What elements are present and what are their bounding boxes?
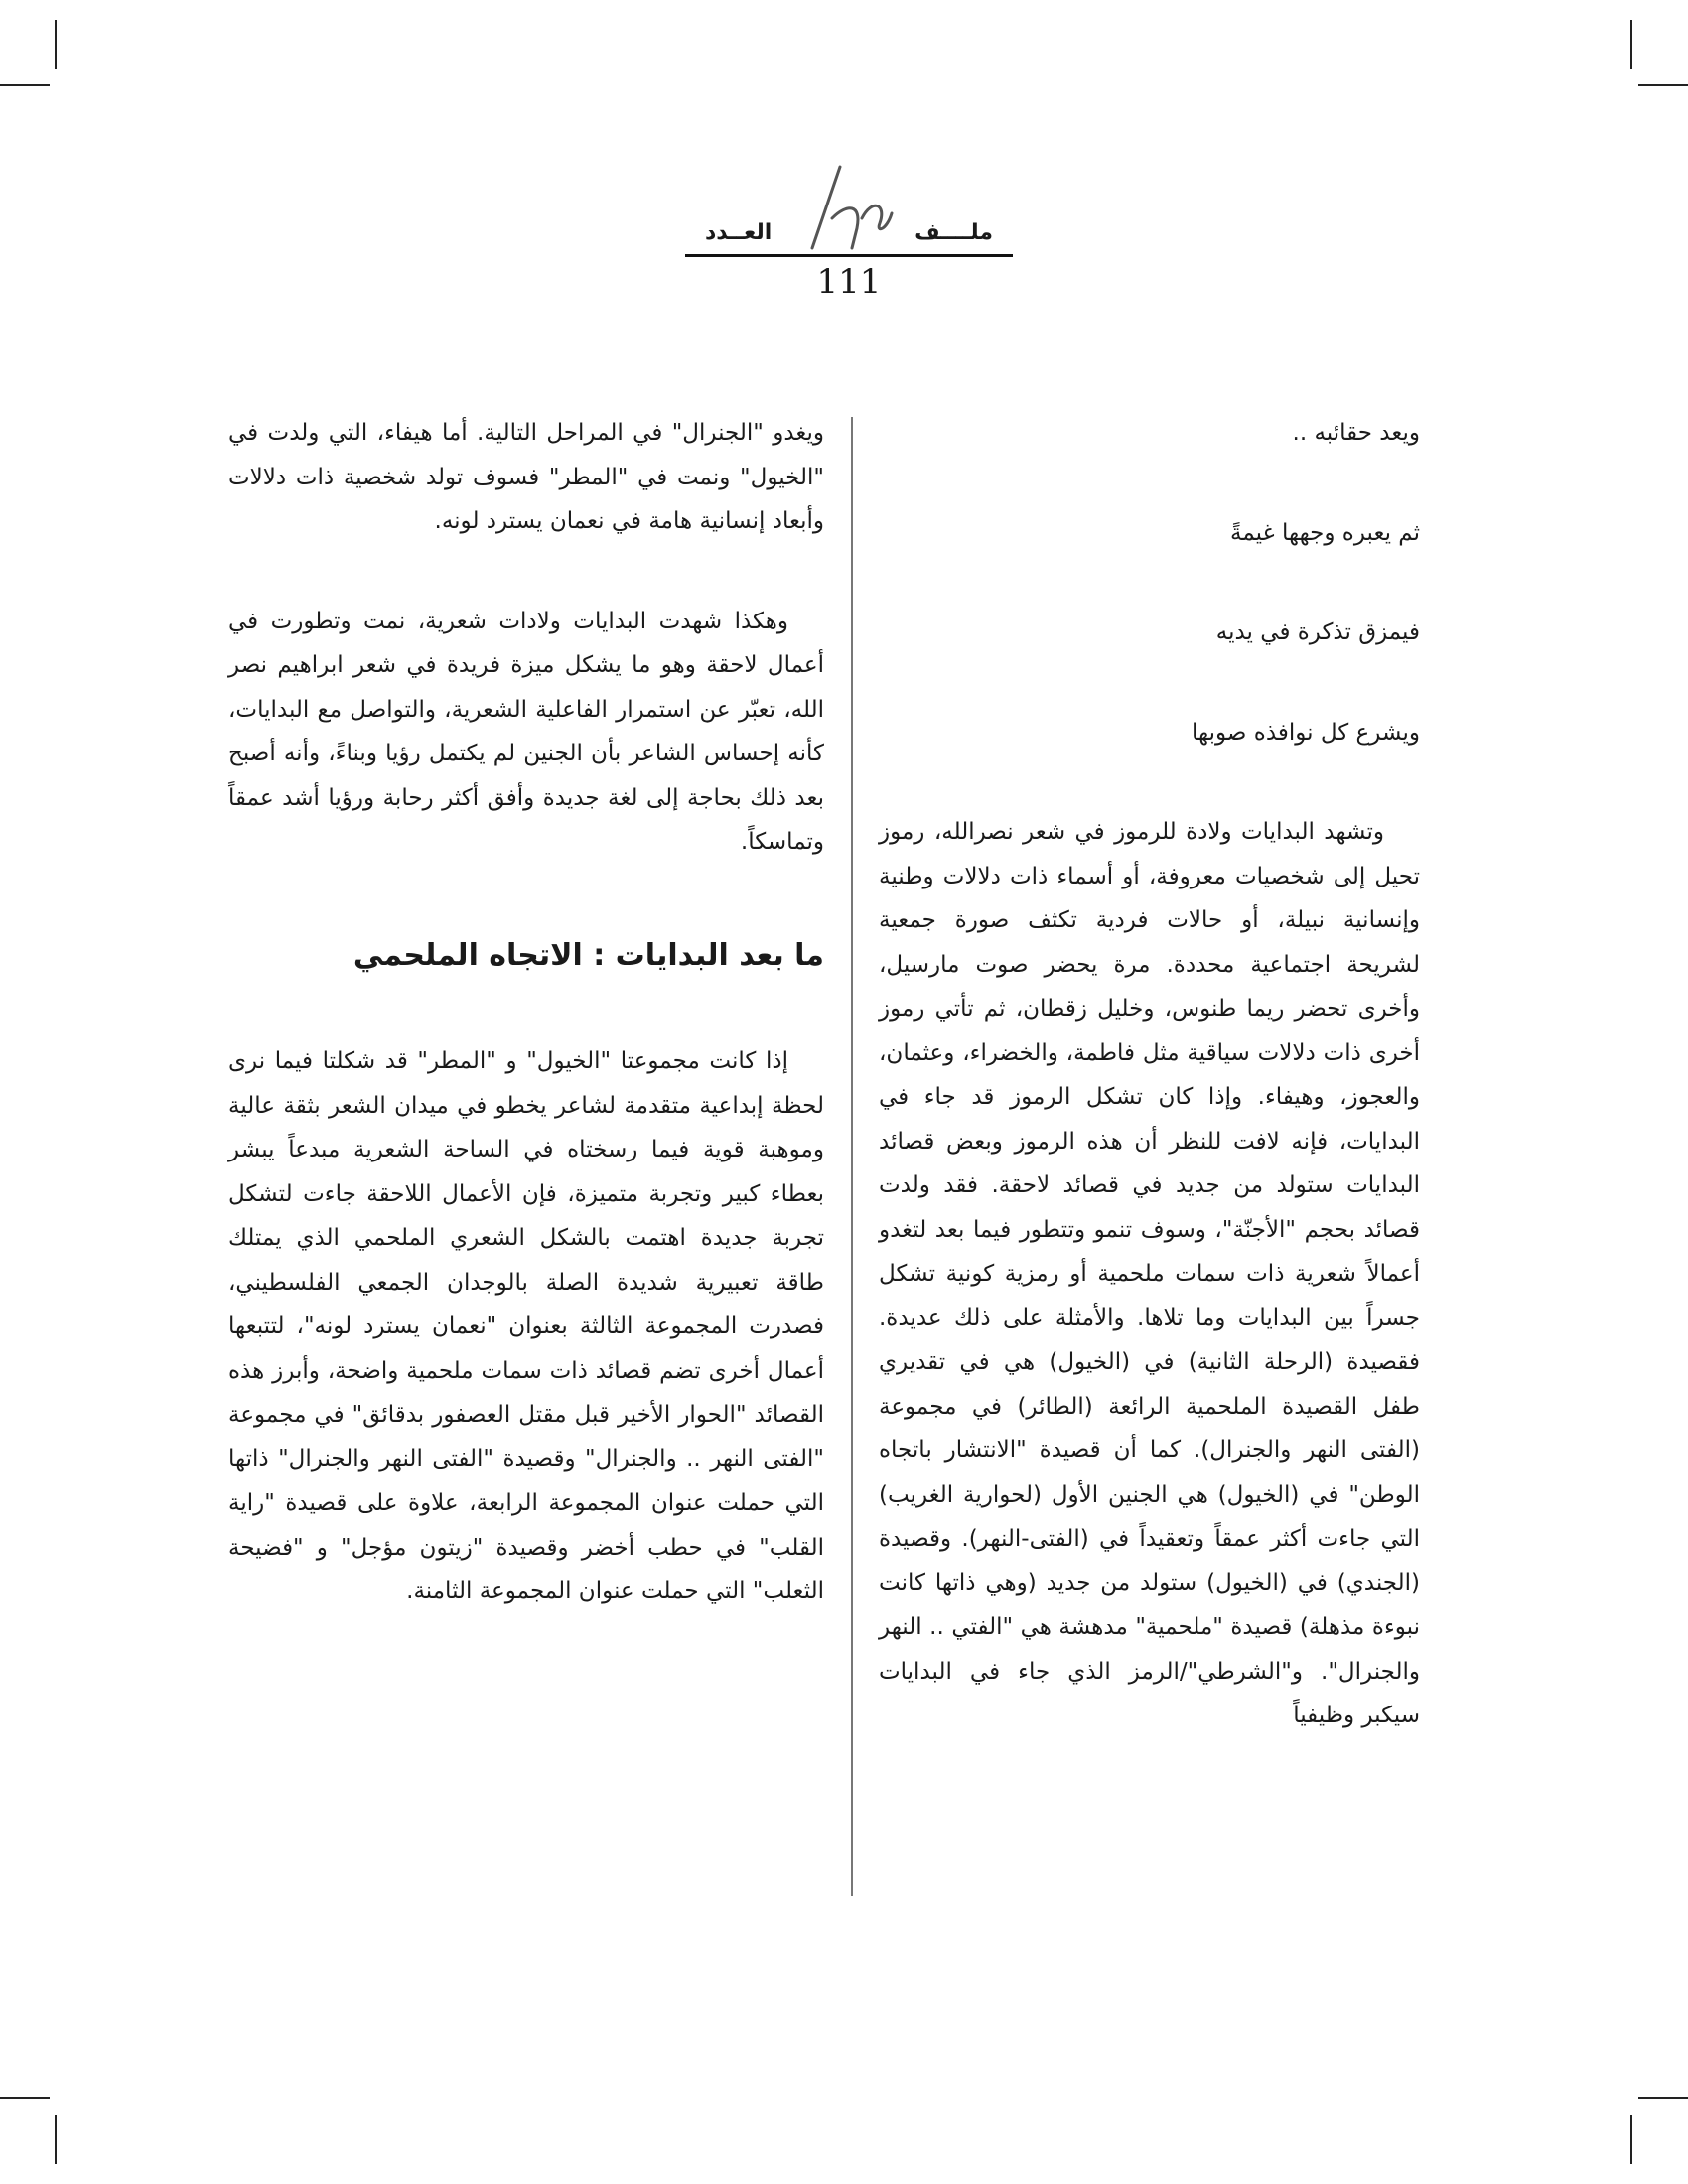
section-title: ما بعد البدايات : الاتجاه الملحمي: [352, 937, 824, 973]
crop-mark: [0, 84, 50, 86]
poem-verse: فيمزق تذكرة في يديه: [1215, 619, 1420, 645]
page-number: 111: [816, 262, 882, 302]
crop-mark: [1630, 20, 1632, 69]
header-issue-label: العــدد: [705, 220, 773, 245]
poem-verse: ويعد حقائبه ..: [1292, 420, 1420, 446]
left-column: [228, 411, 824, 1614]
crop-mark: [1630, 2115, 1632, 2164]
column-divider: [851, 417, 853, 1896]
poem-verse: ويشرع كل نوافذه صوبها: [1192, 719, 1420, 746]
body-paragraph: وتشهد البدايات ولادة للرموز في شعر نصرالله، رموز تحيل إلى شخصيات معروفة، أو أسماء ذات دلالات وطنية وإنسانية نبيلة، أو حالات فردية تكثف صورة جمعية لشريحة اجتماعية محددة. مرة يحضر صوت مارسيل، وأخرى تحضر ريما طنوس، وخليل زقطان، ثم تأتي رموز أخرى ذات دلالات سياقية مثل فاطمة، والخضراء، وعثمان، والعجوز، وهيفاء. وإذا كان تشكل الرموز قد جاء في البدايات، فإنه لافت للنظر أن هذه الرموز وبعض قصائد البدايات ستولد من جديد في قصائد لاحقة. فقد ولدت قصائد بحجم "الأجنّة"، وسوف تنمو وتتطور فيما بعد لتغدو أعمالاً شعرية ذات سمات ملحمية أو رمزية كونية تشكل جسراً بين البدايات وما تلاها. والأمثلة على ذلك عديدة. فقصيدة (الرحلة الثانية) في (الخيول) هي في تقديري طفل القصيدة الملحمية الرائعة (الطائر) في مجموعة (الفتى النهر والجنرال). كما أن قصيدة "الانتشار باتجاه الوطن" في (الخيول) هي الجنين الأول (لحوارية الغريب) التي جاءت أكثر عمقاً وتعقيداً في (الفتى-النهر). وقصيدة (الجندي) في (الخيول) ستولد من جديد (وهي ذاتها كانت نبوءة مذهلة) قصيدة "ملحمية" مدهشة هي "الفتي .. النهر والجنرال". و"الشرطي"/الرمز الذي جاء في البدايات سيكبر وظيفياً: [879, 819, 1420, 1728]
page-header: [685, 159, 1013, 308]
crop-mark: [55, 20, 57, 69]
body-paragraph: إذا كانت مجموعتا "الخيول" و "المطر" قد شكلتا فيما نرى لحظة إبداعية متقدمة لشاعر يخطو في ميدان الشعر بثقة عالية وموهبة قوية فيما رسختاه في الساحة الشعرية مبدعاً يبشر بعطاء كبير وتجربة متميزة، فإن الأعمال اللاحقة جاءت لتشكل تجربة جديدة اهتمت بالشكل الشعري الملحمي الذي يمتلك طاقة تعبيرية شديدة الصلة بالوجدان الجمعي الفلسطيني، فصدرت المجموعة الثالثة بعنوان "نعمان يسترد لونه"، لتتبعها أعمال أخرى تضم قصائد ذات سمات ملحمية واضحة، وأبرز هذه القصائد "الحوار الأخير قبل مقتل العصفور بدقائق" في مجموعة "الفتى النهر .. والجنرال" وقصيدة "الفتى النهر والجنرال" ذاتها التي حملت عنوان المجموعة الرابعة، علاوة على قصيدة "راية القلب" في حطب أخضر وقصيدة "زيتون مؤجل" و "فضيحة الثعلب" التي حملت عنوان المجموعة الثامنة.: [228, 1048, 824, 1604]
crop-mark: [1638, 84, 1688, 86]
header-file-label: ملــــف: [914, 220, 993, 245]
poem-verse: ثم يعبره وجهها غيمةً: [1230, 519, 1420, 546]
right-column: [879, 411, 1420, 1738]
crop-mark: [0, 2097, 50, 2099]
crop-mark: [55, 2115, 57, 2164]
body-paragraph: ويغدو "الجنرال" في المراحل التالية. أما هيفاء، التي ولدت في "الخيول" ونمت في "المطر" فسوف تولد شخصية ذات دلالات وأبعاد إنسانية هامة في نعمان يسترد لونه.: [228, 420, 824, 534]
crop-mark: [1638, 2097, 1688, 2099]
magazine-logo-icon: [792, 159, 902, 258]
header-rule: [685, 254, 1013, 257]
body-paragraph: وهكذا شهدت البدايات ولادات شعرية، نمت وتطورت في أعمال لاحقة وهو ما يشكل ميزة فريدة في شعر ابراهيم نصر الله، تعبّر عن استمرار الفاعلية الشعرية، والتواصل مع البدايات، كأنه إحساس الشاعر بأن الجنين لم يكتمل رؤيا وبناءً، وأنه أصبح بعد ذلك بحاجة إلى لغة جديدة وأفق أكثر رحابة ورؤيا أشد عمقاً وتماسكاً.: [228, 608, 824, 855]
